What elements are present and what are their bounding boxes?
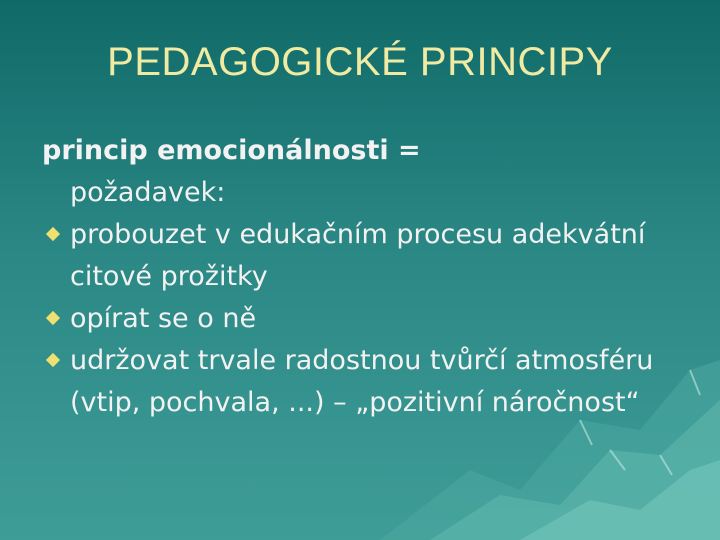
bullet-item	[42, 214, 682, 298]
bullet-item	[42, 340, 682, 424]
slide-content	[42, 130, 682, 424]
bullet-item	[42, 298, 682, 340]
diamond-bullet-icon	[46, 227, 60, 241]
diamond-bullet-icon	[46, 311, 60, 325]
diamond-bullet-icon	[46, 353, 60, 367]
bullet-text: probouzet v edukačním procesu adekvátní citové prožitky	[70, 219, 646, 292]
principle-name: princip emocionálnosti =	[42, 135, 421, 166]
bullet-text: udržovat trvale radostnou tvůrčí atmosféru (vtip, pochvala, ...) – „pozitivní náročnost“	[70, 345, 654, 418]
principle-heading	[42, 130, 682, 214]
slide-title: PEDAGOGICKÉ PRINCIPY	[107, 40, 613, 84]
principle-requirement: požadavek:	[70, 177, 226, 208]
bullet-text: opírat se o ně	[70, 303, 257, 334]
